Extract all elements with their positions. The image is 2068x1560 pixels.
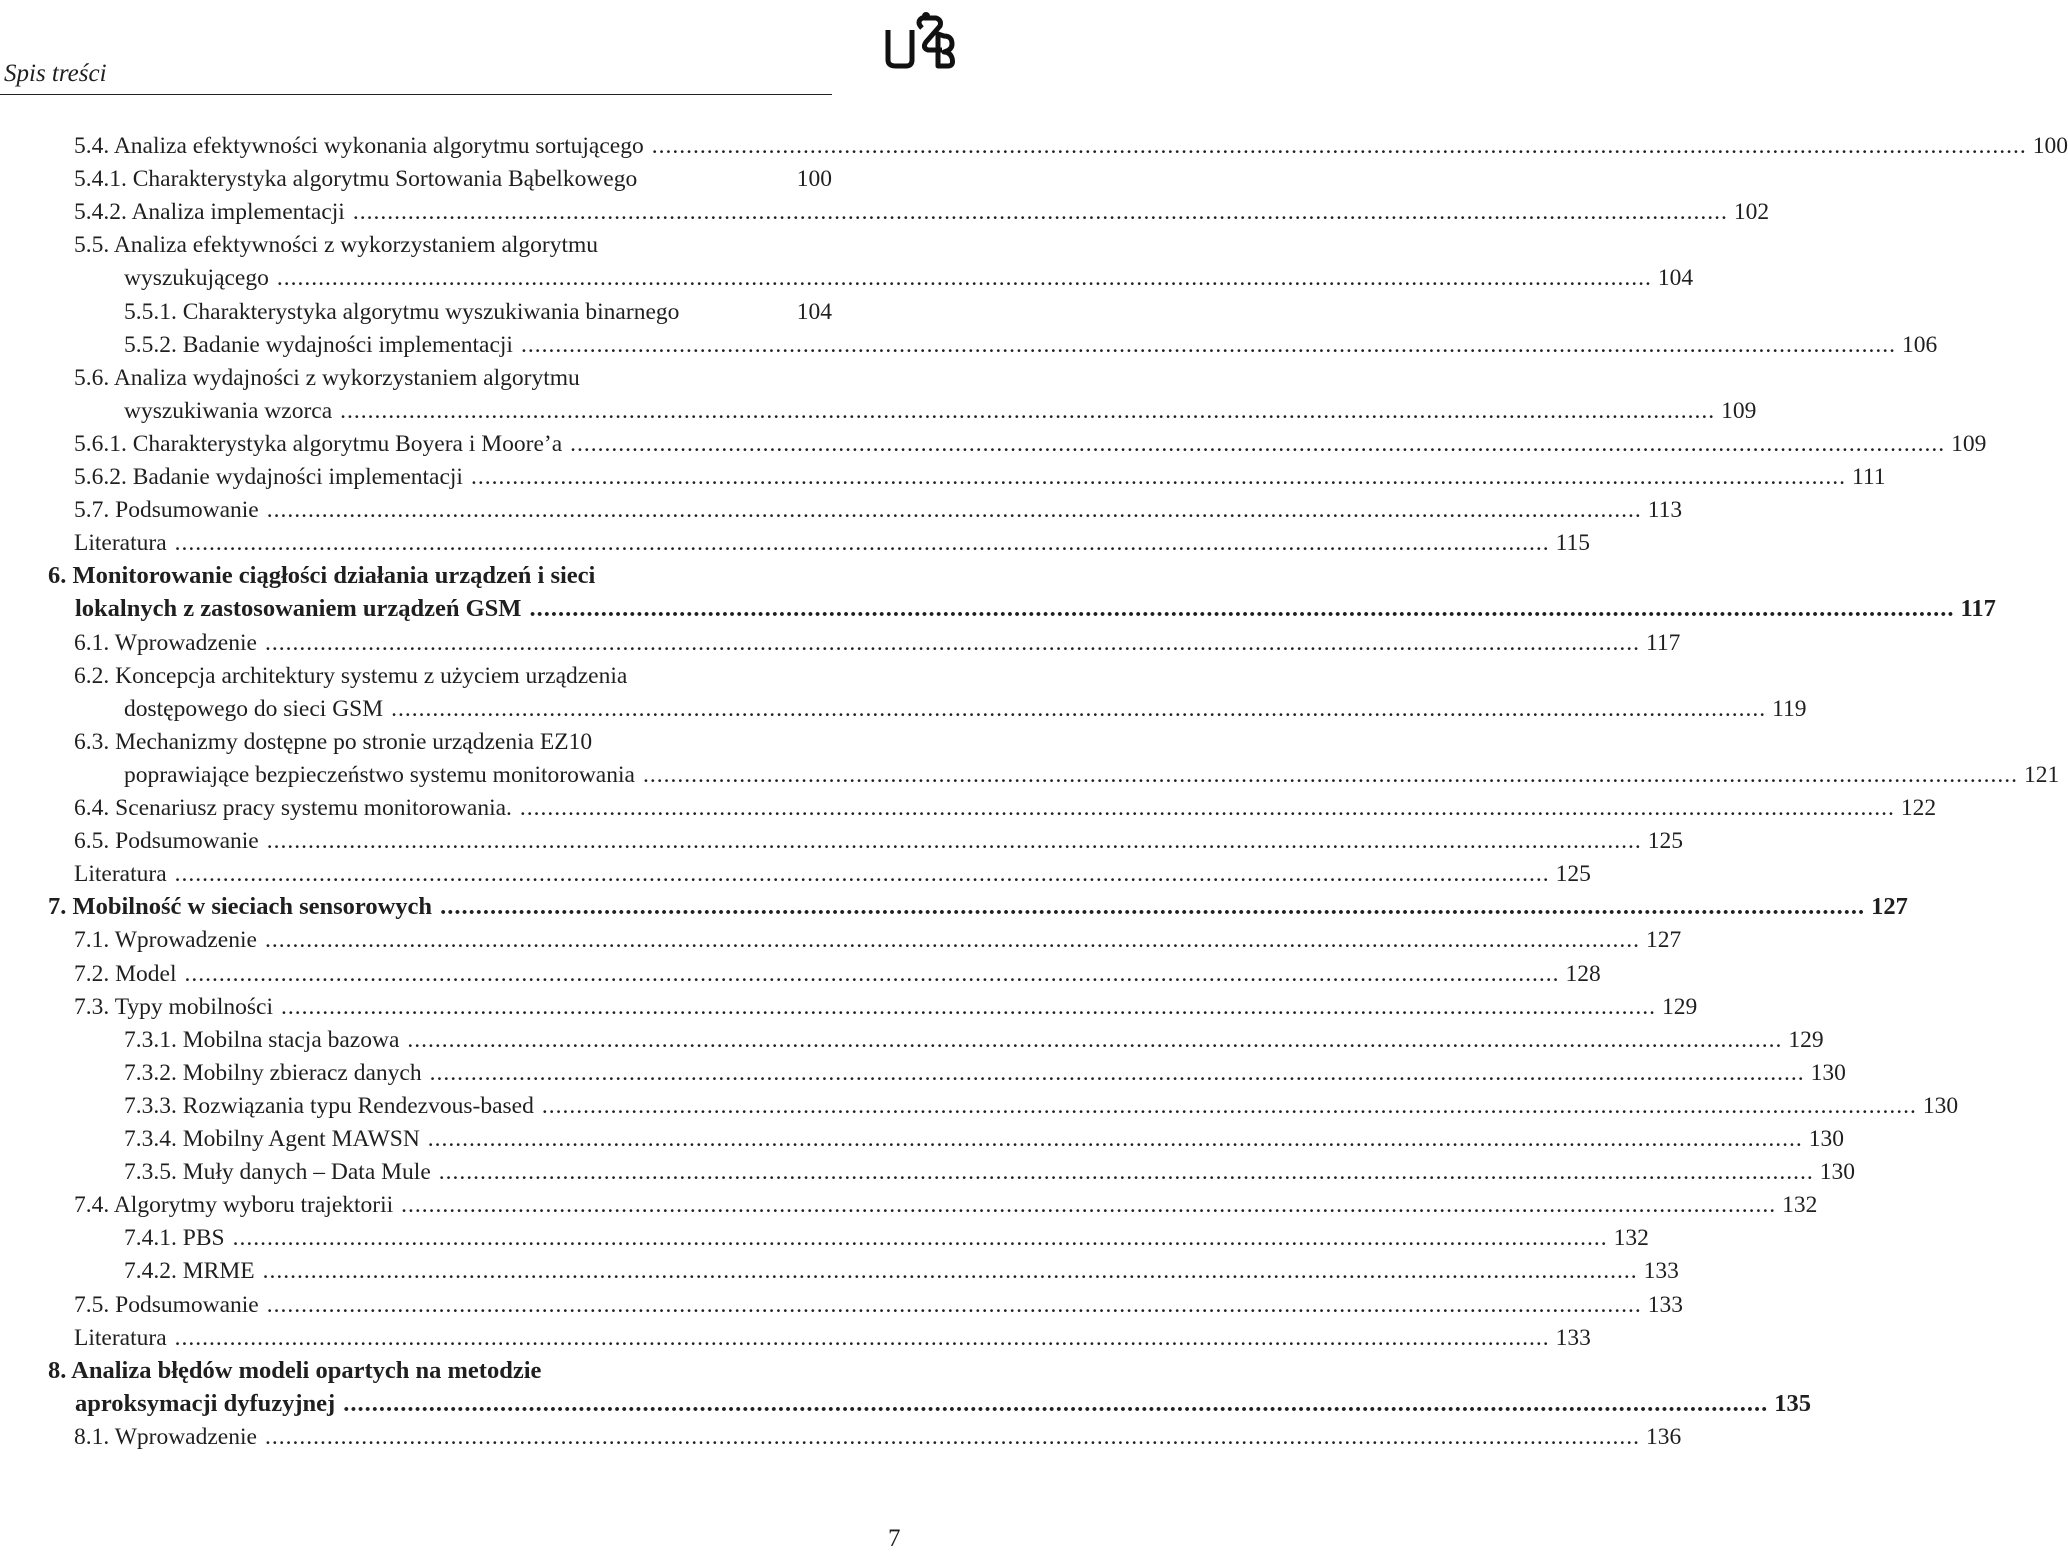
dot-leader: ........................................................................................................................................................................................................ — [264, 927, 1640, 954]
toc-entry-label: 6.1. Wprowadzenie — [74, 629, 257, 656]
toc-page-number: 119 — [1772, 695, 1807, 722]
toc-line — [74, 1420, 1682, 1454]
dot-leader: ........................................................................................................................................................................................................ — [266, 497, 1642, 524]
toc-line — [124, 1221, 1649, 1255]
toc-line — [74, 725, 832, 759]
toc-page-number: 135 — [1774, 1389, 1811, 1417]
toc-page-number: 133 — [1643, 1258, 1679, 1285]
toc-entry-label: 7.4. Algorytmy wyboru trajektorii — [74, 1192, 394, 1219]
toc-line — [75, 1387, 1811, 1421]
header-rule — [0, 94, 832, 95]
toc-page-number: 132 — [1613, 1225, 1649, 1252]
toc-entry-label: 6.3. Mechanizmy dostępne po stronie urządzenia EZ10 — [74, 728, 593, 755]
toc-line — [124, 328, 1938, 362]
toc-page-number: 136 — [1645, 1423, 1682, 1450]
dot-leader: ........................................................................................................................................................................................................ — [570, 430, 1946, 457]
toc-line — [74, 990, 1698, 1024]
toc-line — [124, 1122, 1845, 1156]
toc-page-number: 122 — [1900, 795, 1937, 821]
toc-line — [48, 1354, 832, 1388]
toc-page-number: 129 — [1661, 993, 1698, 1020]
toc-line — [74, 626, 1681, 660]
toc-entry-label: lokalnych z zastosowaniem urządzeń GSM — [75, 595, 522, 623]
toc-entry-label: 5.6.2. Badanie wydajności implementacji — [74, 464, 463, 490]
toc-line — [124, 1056, 1846, 1090]
dot-leader: ........................................................................................................................................................................................................ — [266, 1291, 1642, 1318]
dot-leader: ........................................................................................................................................................................................................ — [401, 1192, 1777, 1219]
toc-entry-label: 7.3. Typy mobilności — [74, 993, 273, 1020]
page-number: 7 — [888, 1525, 901, 1552]
dot-leader: ........................................................................................................................................................................................................ — [519, 795, 1895, 821]
toc-line — [74, 957, 1601, 991]
toc-page-number: 133 — [1647, 1291, 1683, 1318]
toc-entry-label: 5.6.1. Charakterystyka algorytmu Boyera i Moore’a — [74, 430, 563, 457]
toc-page-number: 121 — [2023, 761, 2060, 788]
toc-page-number: 117 — [1645, 629, 1681, 656]
dot-leader: ........................................................................................................................................................................................................ — [262, 1258, 1638, 1285]
toc-entry-label: 7.2. Model — [74, 960, 177, 987]
toc-line — [124, 394, 1757, 428]
dot-leader: ........................................................................................................................................................................................................ — [340, 397, 1716, 424]
toc-entry-label: 7.4.1. PBS — [124, 1225, 225, 1252]
dot-leader: ........................................................................................................................................................................................................ — [174, 861, 1550, 888]
toc-line — [74, 228, 832, 262]
toc-page-number: 117 — [1960, 595, 1996, 623]
dot-leader: ........................................................................................................................................................................................................ — [470, 464, 1846, 490]
toc-page-number: 100 — [2032, 133, 2068, 159]
toc-entry-label: 7.5. Podsumowanie — [74, 1291, 259, 1318]
dot-leader: ........................................................................................................................................................................................................ — [174, 530, 1550, 557]
toc-line — [74, 493, 1683, 527]
toc-page-number: 106 — [1901, 331, 1938, 358]
toc-page-number: 130 — [1819, 1159, 1856, 1186]
dot-leader: ........................................................................................................................................................................................................ — [232, 1225, 1608, 1252]
toc-page-number: 127 — [1645, 927, 1682, 954]
toc-line — [124, 1254, 1679, 1288]
toc-entry-label: 5.7. Podsumowanie — [74, 497, 259, 524]
toc-line — [124, 1023, 1824, 1057]
toc-entry-label: Literatura — [74, 1324, 167, 1351]
toc-page-number: 127 — [1871, 893, 1908, 921]
toc-line — [74, 526, 1591, 560]
toc-page-number: 128 — [1565, 960, 1601, 987]
toc-page-number: 125 — [1555, 861, 1591, 888]
toc-page-number: 130 — [1808, 1126, 1845, 1152]
toc-entry-label: 5.4.1. Charakterystyka algorytmu Sortowania Bąbelkowego — [74, 166, 638, 193]
toc-line — [74, 1188, 1818, 1222]
toc-line — [48, 559, 832, 593]
toc-line — [74, 162, 832, 196]
toc-line — [74, 195, 1770, 229]
toc-line — [74, 129, 2068, 163]
dot-leader: ........................................................................................................................................................................................................ — [174, 1324, 1550, 1351]
toc-entry-label: 5.5.1. Charakterystyka algorytmu wyszukiwania binarnego — [124, 298, 680, 325]
toc-page-number: 109 — [1721, 397, 1757, 424]
toc-page-number: 125 — [1647, 828, 1683, 855]
toc-line — [75, 592, 1996, 626]
toc-entry-label: 7.3.5. Muły danych – Data Mule — [124, 1159, 431, 1186]
toc-entry-label: 5.5. Analiza efektywności z wykorzystaniem algorytmu — [74, 232, 599, 259]
toc-entry-label: 5.5.2. Badanie wydajności implementacji — [124, 331, 513, 358]
toc-page-number: 113 — [1647, 497, 1683, 524]
dot-leader: ........................................................................................................................................................................................................ — [276, 265, 1652, 292]
toc-entry-label: dostępowego do sieci GSM — [124, 695, 384, 722]
toc-line — [124, 1155, 1856, 1189]
dot-leader: ........................................................................................................................................................................................................ — [541, 1092, 1917, 1119]
toc-page-number: 115 — [1555, 530, 1591, 557]
dot-leader: ........................................................................................................................................................................................................ — [642, 761, 2018, 788]
toc-entry-label: 7.3.4. Mobilny Agent MAWSN — [124, 1126, 420, 1152]
toc-line — [74, 791, 1937, 825]
toc-page-number: 104 — [1657, 265, 1694, 292]
toc-page-number: 102 — [1733, 199, 1770, 226]
toc-page-number: 130 — [1810, 1059, 1846, 1086]
toc-line — [74, 1288, 1683, 1322]
toc-entry-label: 6.4. Scenariusz pracy systemu monitorowania. — [74, 795, 512, 821]
toc-entry-label: wyszukiwania wzorca — [124, 397, 333, 424]
toc-entry-label: aproksymacji dyfuzyjnej — [75, 1389, 336, 1417]
dot-leader: ........................................................................................................................................................................................................ — [520, 331, 1896, 358]
publisher-logo-icon — [882, 8, 956, 72]
toc-line — [74, 361, 832, 395]
dot-leader: ........................................................................................................................................................................................................ — [280, 993, 1656, 1020]
dot-leader: ........................................................................................................................................................................................................ — [391, 695, 1767, 722]
toc-line — [124, 1089, 1959, 1123]
toc-page-number: 129 — [1788, 1026, 1824, 1053]
dot-leader: ........................................................................................................................................................................................................ — [440, 893, 1866, 921]
dot-leader: ........................................................................................................................................................................................................ — [264, 629, 1640, 656]
dot-leader: ........................................................................................................................................................................................................ — [343, 1389, 1769, 1417]
dot-leader: ........................................................................................................................................................................................................ — [651, 133, 2027, 159]
dot-leader: ........................................................................................................................................................................................................ — [266, 828, 1642, 855]
toc-line — [124, 758, 2060, 792]
running-header-title: Spis treści — [4, 60, 107, 87]
toc-entry-label: 5.4. Analiza efektywności wykonania algorytmu sortującego — [74, 133, 644, 159]
dot-leader: ........................................................................................................................................................................................................ — [529, 595, 1955, 623]
toc-entry-label: 7.1. Wprowadzenie — [74, 927, 257, 954]
toc-entry-label: 7.3.1. Mobilna stacja bazowa — [124, 1026, 400, 1053]
toc-entry-label: Literatura — [74, 530, 167, 557]
toc-line — [74, 427, 1987, 461]
toc-entry-label: 8.1. Wprowadzenie — [74, 1423, 257, 1450]
toc-page-number: 104 — [796, 298, 832, 325]
dot-leader: ........................................................................................................................................................................................................ — [184, 960, 1560, 987]
toc-line — [74, 460, 1886, 494]
dot-leader: ........................................................................................................................................................................................................ — [438, 1159, 1814, 1186]
toc-line — [74, 857, 1591, 891]
toc-line — [74, 824, 1683, 858]
toc-line — [48, 890, 1908, 924]
dot-leader: ........................................................................................................................................................................................................ — [407, 1026, 1783, 1053]
toc-line — [124, 692, 1807, 726]
toc-page-number: 130 — [1922, 1092, 1959, 1119]
toc-entry-label: 7.3.2. Mobilny zbieracz danych — [124, 1059, 422, 1086]
toc-page-number: 132 — [1782, 1192, 1818, 1219]
toc-entry-label: 7.4.2. MRME — [124, 1258, 255, 1285]
toc-entry-label: 8. Analiza błędów modeli opartych na metodzie — [48, 1356, 542, 1384]
toc-line — [74, 923, 1682, 957]
toc-line — [124, 295, 832, 329]
dot-leader: ........................................................................................................................................................................................................ — [352, 199, 1728, 226]
toc-line — [124, 261, 1694, 295]
toc-page-number: 111 — [1851, 464, 1886, 490]
toc-entry-label: 7. Mobilność w sieciach sensorowych — [48, 893, 433, 921]
dot-leader: ........................................................................................................................................................................................................ — [427, 1126, 1803, 1152]
toc-line — [74, 659, 832, 693]
toc-page-number: 109 — [1951, 430, 1987, 457]
toc-page-number: 133 — [1555, 1324, 1591, 1351]
toc-entry-label: poprawiające bezpieczeństwo systemu monitorowania — [124, 761, 635, 788]
toc-entry-label: 6.2. Koncepcja architektury systemu z użyciem urządzenia — [74, 662, 628, 689]
toc-page-number: 100 — [796, 166, 832, 193]
dot-leader: ........................................................................................................................................................................................................ — [264, 1423, 1640, 1450]
toc-entry-label: 5.4.2. Analiza implementacji — [74, 199, 345, 226]
toc-entry-label: 7.3.3. Rozwiązania typu Rendezvous-based — [124, 1092, 534, 1119]
toc-entry-label: 6. Monitorowanie ciągłości działania urządzeń i sieci — [48, 562, 596, 590]
toc-line — [74, 1321, 1591, 1355]
toc-entry-label: 6.5. Podsumowanie — [74, 828, 259, 855]
dot-leader: ........................................................................................................................................................................................................ — [429, 1059, 1805, 1086]
toc-entry-label: 5.6. Analiza wydajności z wykorzystaniem algorytmu — [74, 364, 580, 391]
toc-entry-label: wyszukującego — [124, 265, 269, 292]
toc-entry-label: Literatura — [74, 861, 167, 888]
